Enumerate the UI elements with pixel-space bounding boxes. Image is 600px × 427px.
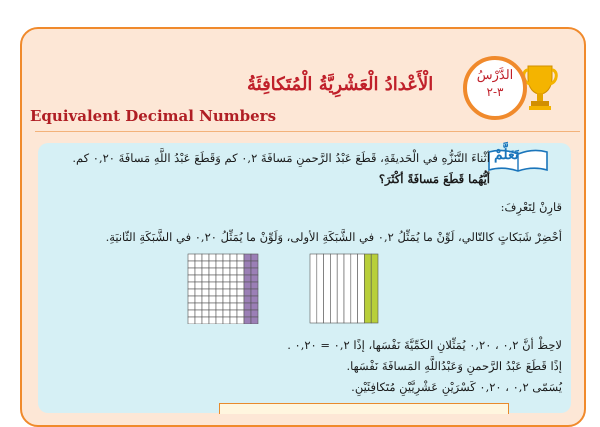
grid-cell — [209, 261, 216, 268]
grid-cell — [216, 282, 223, 289]
grid-cell — [202, 303, 209, 310]
grid-cell — [202, 261, 209, 268]
grid-cell-filled — [244, 268, 251, 275]
highlight-box — [219, 403, 509, 414]
grid-cell — [195, 296, 202, 303]
grid-cell — [230, 275, 237, 282]
grid-cell — [195, 254, 202, 261]
grid-cell — [216, 275, 223, 282]
grid-cell — [195, 317, 202, 324]
grid-cell — [202, 310, 209, 317]
strip — [351, 254, 358, 323]
top-margin — [0, 0, 600, 26]
trophy-icon — [522, 64, 558, 112]
grid-cell — [216, 289, 223, 296]
grid-cell — [216, 254, 223, 261]
grid-cell-filled — [251, 268, 258, 275]
grid-cell — [230, 289, 237, 296]
grid-cell — [202, 254, 209, 261]
lesson-title-english: Equivalent Decimal Numbers — [30, 107, 277, 125]
instruction-text: أحْضِرْ شَبَكاتٍ كالتّالي، لَوِّنْ ما يُمَثِّلُ ٠,٢ في الشَّبَكَةِ الأولى، وَلَوِّنْ ما يُمَثِّلُ ٠,٢٠ في الشَّبَكَةِ الثّانيَةِ. — [105, 230, 562, 244]
grid-cell — [230, 296, 237, 303]
grid-cell — [202, 296, 209, 303]
grid-cell — [195, 275, 202, 282]
grid-cell — [223, 289, 230, 296]
grid-cell — [195, 310, 202, 317]
grid-cell — [223, 317, 230, 324]
grid-cell — [195, 282, 202, 289]
grid-cell — [216, 268, 223, 275]
grid-cell — [230, 254, 237, 261]
grid-cell — [216, 296, 223, 303]
grid-cell — [230, 303, 237, 310]
grid-cell — [230, 282, 237, 289]
lesson-label: الدَّرْسُ — [476, 68, 514, 83]
grid-cell-filled — [244, 261, 251, 268]
grid-cell-filled — [251, 254, 258, 261]
grid-cell-filled — [251, 261, 258, 268]
grid-cell — [209, 282, 216, 289]
lesson-title-arabic: الْأَعْدادُ الْعَشْرِيَّةُ الْمُتَكافِئَةُ — [247, 74, 434, 95]
grid-cell-filled — [251, 317, 258, 324]
grid-cell-filled — [251, 310, 258, 317]
grid-cell — [237, 282, 244, 289]
grid-cell-filled — [244, 296, 251, 303]
grid-cell — [237, 261, 244, 268]
grid-cell — [237, 254, 244, 261]
grid-cell — [188, 310, 195, 317]
grid-cell — [216, 317, 223, 324]
grid-cell — [188, 303, 195, 310]
grid-cell — [223, 296, 230, 303]
strip-filled — [371, 254, 378, 323]
compare-heading: قارِنْ لِتَعْرِفَ: — [500, 200, 562, 214]
grid-cell — [223, 310, 230, 317]
grid-cell — [195, 289, 202, 296]
grid-cell — [202, 275, 209, 282]
grid-cell — [195, 303, 202, 310]
grid-cell-filled — [244, 317, 251, 324]
question-text: أيُّهُما قَطَعَ مَسافَةً أكْثَرَ؟ — [378, 172, 490, 186]
header-divider — [35, 131, 580, 132]
grid-cell-filled — [251, 282, 258, 289]
grid-cell — [202, 282, 209, 289]
naming-text: يُسَمّى ٠,٢ ، ٠,٢٠ كَسْرَيْنِ عَشْرِيَّيْنِ مُتَكافِئَيْنِ. — [351, 380, 562, 394]
grid-cell — [202, 317, 209, 324]
grid-cell — [202, 289, 209, 296]
grid-cell — [209, 296, 216, 303]
grid-cell — [188, 261, 195, 268]
lesson-number: ٣-٢ — [486, 85, 504, 99]
grid-cell — [223, 268, 230, 275]
grid-cell-filled — [244, 303, 251, 310]
strip — [324, 254, 331, 323]
grid-cell — [237, 296, 244, 303]
grid-cell — [209, 303, 216, 310]
strip — [317, 254, 324, 323]
grid-cell — [195, 261, 202, 268]
grid-cell — [223, 261, 230, 268]
grid-cell — [237, 275, 244, 282]
grid-cell-filled — [244, 282, 251, 289]
grid-cell — [223, 282, 230, 289]
grid-cell — [223, 303, 230, 310]
grid-cell — [209, 268, 216, 275]
grid-cell — [216, 261, 223, 268]
grid-cell — [188, 254, 195, 261]
grid-cell — [223, 254, 230, 261]
grid-cell — [188, 268, 195, 275]
grid-cell-filled — [244, 310, 251, 317]
grid-cell — [223, 275, 230, 282]
grid-cell — [188, 289, 195, 296]
tenths-grid — [309, 253, 380, 324]
grid-cell — [230, 261, 237, 268]
grid-cell — [188, 317, 195, 324]
grid-cell — [230, 310, 237, 317]
grid-cell — [195, 268, 202, 275]
grid-cell — [209, 317, 216, 324]
strip-filled — [364, 254, 371, 323]
grid-cell — [188, 275, 195, 282]
strip — [344, 254, 351, 323]
grid-cell-filled — [244, 289, 251, 296]
grid-cell — [216, 310, 223, 317]
grid-cell — [188, 296, 195, 303]
lesson-badge — [463, 56, 527, 120]
strip — [358, 254, 365, 323]
grid-cell-filled — [251, 289, 258, 296]
grid-cell — [216, 303, 223, 310]
grid-cell — [209, 289, 216, 296]
grid-cell-filled — [251, 275, 258, 282]
grid-cell — [209, 275, 216, 282]
conclusion-text: إذًا قَطَعَ عَبْدُ الرَّحمنِ وَعَبْدُاللَّهِ المَسافَةَ نَفْسَها. — [346, 359, 562, 373]
problem-text: أثْناءَ التَّنَزُّهِ في الْحَديقَةِ، قَطَعَ عَبْدُ الرَّحمنِ مَسافَةَ ٠,٢ كم وَقَطَعَ عَبْدُ اللَّهِ مَسافَةَ ٠,٢٠ كم. — [72, 151, 490, 165]
observation-text: لاحِظْ أنَّ ٠,٢ ، ٠,٢٠ يُمَثِّلانِ الكَمِّيَّةَ نَفْسَها، إذًا ٠,٢ = ٠,٢٠ . — [287, 338, 562, 352]
grid-cell — [202, 268, 209, 275]
grid-cell — [188, 282, 195, 289]
grid-cell — [237, 303, 244, 310]
grid-cell-filled — [251, 303, 258, 310]
grid-cell — [237, 268, 244, 275]
grid-cell — [237, 289, 244, 296]
grid-cell — [230, 268, 237, 275]
grid-cell — [230, 317, 237, 324]
hundredths-grid — [187, 253, 259, 324]
strip — [310, 254, 317, 323]
grid-cell — [237, 317, 244, 324]
strip — [330, 254, 337, 323]
strip — [337, 254, 344, 323]
grid-cell — [209, 310, 216, 317]
grid-cell — [237, 310, 244, 317]
grid-cell-filled — [244, 254, 251, 261]
grid-cell — [209, 254, 216, 261]
grid-cell-filled — [251, 296, 258, 303]
learn-label: تَعَلَّمْ — [494, 147, 519, 163]
grid-cell-filled — [244, 275, 251, 282]
